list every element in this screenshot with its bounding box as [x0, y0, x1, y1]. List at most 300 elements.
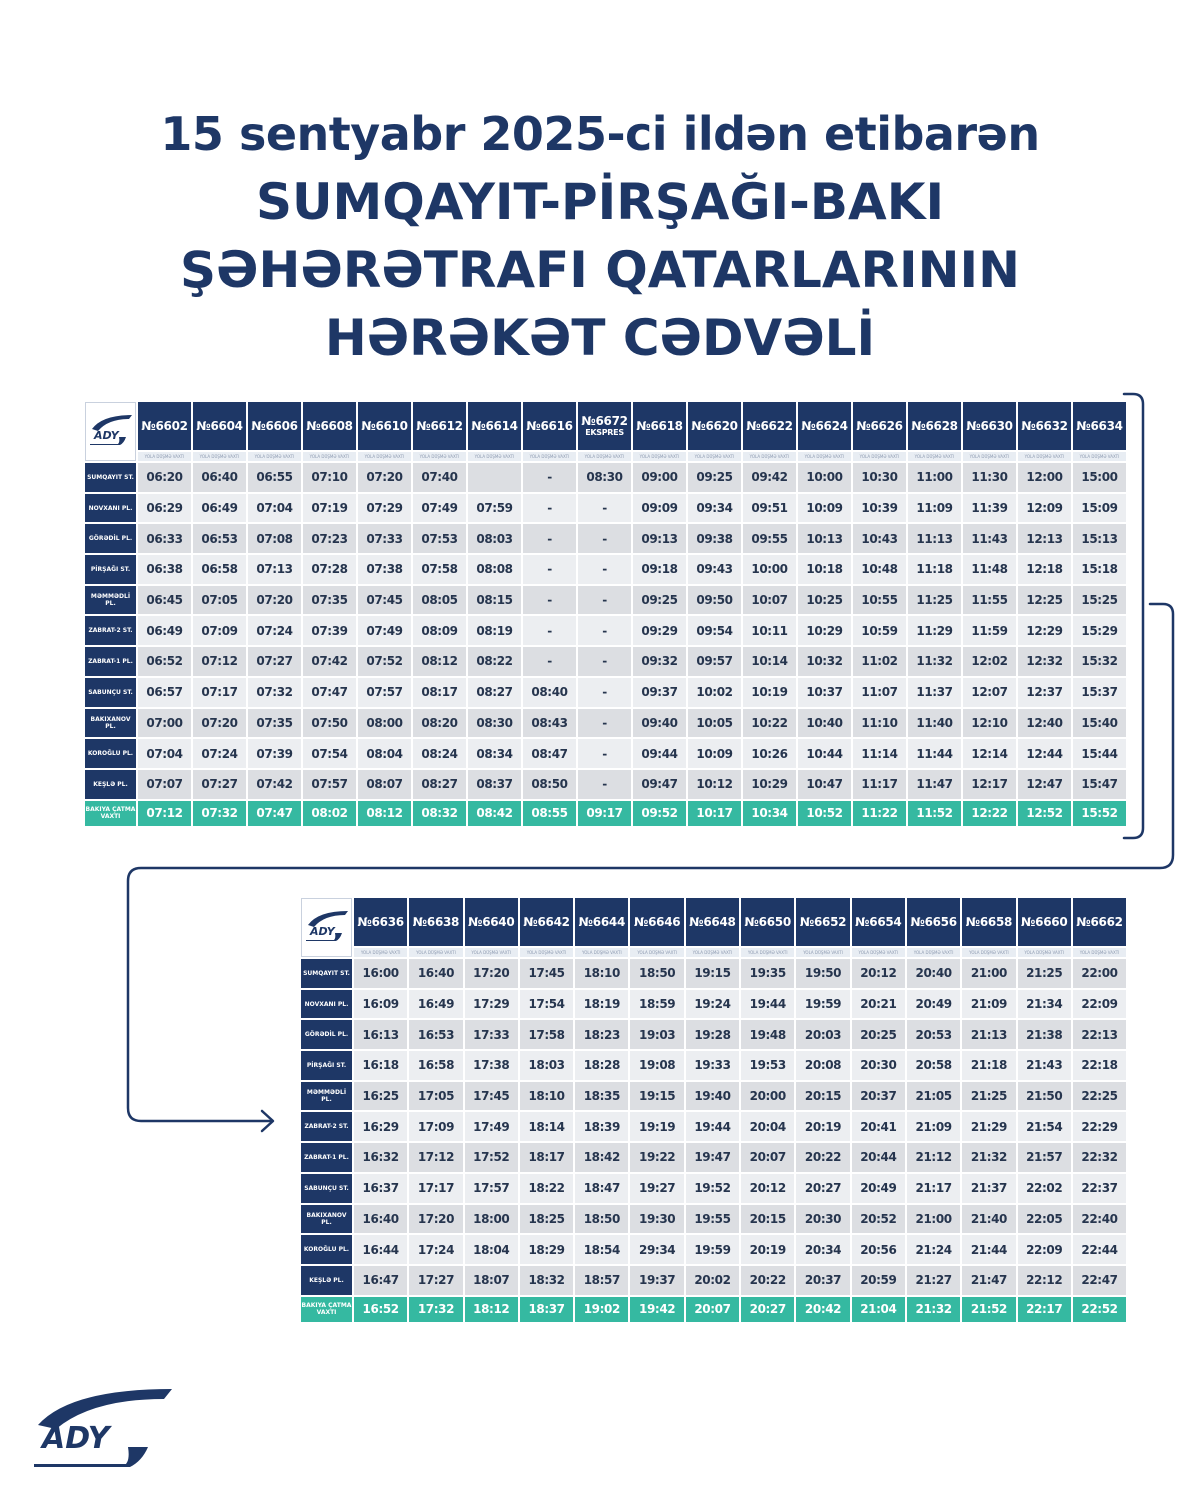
- departure-time: 20:41: [852, 1112, 905, 1141]
- departure-time: 08:08: [468, 555, 521, 584]
- train-number-header: [688, 402, 741, 450]
- departure-time: 08:20: [413, 709, 466, 738]
- departure-time: 18:07: [465, 1266, 518, 1295]
- title-route-line: SUMQAYIT-PİRŞAĞI-BAKI: [255, 173, 945, 231]
- departure-time-label: YOLA DÜŞMƏ VAXTI: [908, 452, 961, 461]
- departure-time: 10:44: [798, 739, 851, 768]
- departure-time: 12:47: [1018, 770, 1071, 799]
- departure-time: 08:19: [468, 616, 521, 645]
- departure-time: 06:40: [193, 463, 246, 492]
- table-row: [301, 990, 1126, 1019]
- station-name: ZABRAT-2 ST.: [301, 1112, 352, 1141]
- train-number: №6618: [636, 418, 683, 433]
- departure-time: 20:22: [796, 1143, 849, 1172]
- arrival-time: 20:07: [686, 1297, 739, 1322]
- station-name: KEŞLƏ PL.: [301, 1266, 352, 1295]
- table-row: [301, 1020, 1126, 1049]
- departure-time: 07:13: [248, 555, 301, 584]
- departure-time: 17:27: [409, 1266, 462, 1295]
- departure-time: 17:57: [465, 1174, 518, 1203]
- departure-time: -: [523, 616, 576, 645]
- departure-time: 17:09: [409, 1112, 462, 1141]
- station-name: PİRŞAĞI ST.: [301, 1051, 352, 1080]
- departure-time: 11:55: [963, 586, 1016, 615]
- departure-time-label: YOLA DÜŞMƏ VAXTI: [852, 948, 905, 957]
- departure-time: 22:09: [1073, 990, 1126, 1019]
- departure-time: 07:58: [413, 555, 466, 584]
- station-name: GÖRƏDİL PL.: [85, 524, 136, 553]
- departure-time: 15:25: [1073, 586, 1126, 615]
- train-number-header: [248, 402, 301, 450]
- departure-time: 17:05: [409, 1082, 462, 1111]
- departure-time: 18:04: [465, 1235, 518, 1264]
- departure-time: 10:07: [743, 586, 796, 615]
- departure-time: 20:52: [852, 1205, 905, 1234]
- departure-time: 18:14: [520, 1112, 573, 1141]
- departure-time: 10:22: [743, 709, 796, 738]
- departure-time: 10:05: [688, 709, 741, 738]
- departure-time: 11:18: [908, 555, 961, 584]
- departure-time: 20:44: [852, 1143, 905, 1172]
- departure-time: 21:44: [962, 1235, 1015, 1264]
- departure-time: 19:30: [630, 1205, 683, 1234]
- table-logo: [85, 402, 136, 461]
- train-number-header: [465, 898, 518, 946]
- arrival-time: 21:04: [852, 1297, 905, 1322]
- departure-time: 08:40: [523, 678, 576, 707]
- train-number: №6652: [799, 914, 847, 929]
- departure-time: 10:29: [798, 616, 851, 645]
- station-name: KOROĞLU PL.: [85, 739, 136, 768]
- departure-time: 18:00: [465, 1205, 518, 1234]
- station-name: NOVXANI PL.: [85, 494, 136, 523]
- departure-time: 17:38: [465, 1051, 518, 1080]
- departure-time: 16:00: [354, 959, 407, 988]
- departure-time: 08:15: [468, 586, 521, 615]
- departure-time: 18:23: [575, 1020, 628, 1049]
- departure-time: 21:29: [962, 1112, 1015, 1141]
- departure-time: 10:11: [743, 616, 796, 645]
- station-name: MƏMMƏDLİ PL.: [85, 586, 136, 615]
- arrival-time: 21:52: [962, 1297, 1015, 1322]
- table-row: [85, 678, 1126, 707]
- departure-time: 12:37: [1018, 678, 1071, 707]
- departure-time: 07:42: [248, 770, 301, 799]
- departure-time: 07:05: [193, 586, 246, 615]
- station-name: PİRŞAĞI ST.: [85, 555, 136, 584]
- departure-time: 10:37: [798, 678, 851, 707]
- station-name: GÖRƏDİL PL.: [301, 1020, 352, 1049]
- departure-time: 19:47: [686, 1143, 739, 1172]
- arrival-time: 18:37: [520, 1297, 573, 1322]
- departure-time: 17:33: [465, 1020, 518, 1049]
- departure-time: 07:35: [248, 709, 301, 738]
- departure-time: 07:35: [303, 586, 356, 615]
- departure-time: 11:07: [853, 678, 906, 707]
- departure-time: 21:00: [962, 959, 1015, 988]
- departure-time: 06:38: [138, 555, 191, 584]
- departure-time: 08:34: [468, 739, 521, 768]
- departure-time: 20:37: [852, 1082, 905, 1111]
- departure-time: 18:29: [520, 1235, 573, 1264]
- departure-time: 11:10: [853, 709, 906, 738]
- departure-time: 15:09: [1073, 494, 1126, 523]
- station-name: ZABRAT-2 ST.: [85, 616, 136, 645]
- departure-time: 18:32: [520, 1266, 573, 1295]
- departure-time: 16:40: [354, 1205, 407, 1234]
- arrival-time: 17:32: [409, 1297, 462, 1322]
- departure-time: 22:44: [1073, 1235, 1126, 1264]
- departure-time: 10:39: [853, 494, 906, 523]
- departure-time: 15:32: [1073, 647, 1126, 676]
- departure-time: 08:17: [413, 678, 466, 707]
- departure-time: 19:44: [686, 1112, 739, 1141]
- departure-time-label: YOLA DÜŞMƏ VAXTI: [413, 452, 466, 461]
- departure-time: 22:37: [1073, 1174, 1126, 1203]
- arrival-time: 09:52: [633, 801, 686, 826]
- departure-time: 20:49: [852, 1174, 905, 1203]
- departure-time: 07:57: [303, 770, 356, 799]
- table-row: [85, 463, 1126, 492]
- departure-time: 20:49: [907, 990, 960, 1019]
- departure-time: 20:03: [796, 1020, 849, 1049]
- train-number-header: [908, 402, 961, 450]
- departure-time: 07:10: [303, 463, 356, 492]
- departure-time: 08:22: [468, 647, 521, 676]
- departure-time: 15:37: [1073, 678, 1126, 707]
- departure-time: 07:17: [193, 678, 246, 707]
- table-row: [85, 739, 1126, 768]
- departure-time: 15:44: [1073, 739, 1126, 768]
- departure-time: 10:29: [743, 770, 796, 799]
- departure-time: 10:32: [798, 647, 851, 676]
- departure-time: 08:09: [413, 616, 466, 645]
- departure-time: 08:03: [468, 524, 521, 553]
- station-name: SABUNÇU ST.: [85, 678, 136, 707]
- departure-time: 19:19: [630, 1112, 683, 1141]
- table-logo: [301, 898, 352, 957]
- arrival-time: 10:34: [743, 801, 796, 826]
- departure-time-label: YOLA DÜŞMƏ VAXTI: [354, 948, 407, 957]
- station-name: MƏMMƏDLİ PL.: [301, 1082, 352, 1111]
- train-number: №6616: [526, 418, 573, 433]
- departure-time: 22:25: [1073, 1082, 1126, 1111]
- departure-time: 10:09: [688, 739, 741, 768]
- departure-time: 08:12: [413, 647, 466, 676]
- departure-time: 09:37: [633, 678, 686, 707]
- departure-time: 07:27: [248, 647, 301, 676]
- departure-time: 08:05: [413, 586, 466, 615]
- departure-time: 21:37: [962, 1174, 1015, 1203]
- train-number: №6672: [581, 414, 628, 428]
- train-number-header: [686, 898, 739, 946]
- arrival-time: 19:42: [630, 1297, 683, 1322]
- departure-time: 16:13: [354, 1020, 407, 1049]
- departure-time: 06:49: [193, 494, 246, 523]
- departure-time: 20:53: [907, 1020, 960, 1049]
- departure-time: 16:18: [354, 1051, 407, 1080]
- departure-time: 09:50: [688, 586, 741, 615]
- station-name: ZABRAT-1 PL.: [301, 1143, 352, 1172]
- departure-time: 17:52: [465, 1143, 518, 1172]
- departure-time: 16:44: [354, 1235, 407, 1264]
- departure-time: 12:29: [1018, 616, 1071, 645]
- logo-text: ADY: [93, 428, 119, 442]
- departure-time: 18:10: [520, 1082, 573, 1111]
- departure-time: 16:37: [354, 1174, 407, 1203]
- departure-time-label: YOLA DÜŞMƏ VAXTI: [1073, 452, 1126, 461]
- arrival-time: 09:17: [578, 801, 631, 826]
- train-number: №6622: [746, 418, 793, 433]
- departure-time-label: YOLA DÜŞMƏ VAXTI: [303, 452, 356, 461]
- train-number-header: [523, 402, 576, 450]
- departure-time: 07:24: [193, 739, 246, 768]
- departure-time: 08:27: [413, 770, 466, 799]
- departure-time: 07:04: [248, 494, 301, 523]
- departure-time: 21:47: [962, 1266, 1015, 1295]
- departure-time: 19:50: [796, 959, 849, 988]
- departure-time: 09:47: [633, 770, 686, 799]
- train-number-header: [409, 898, 462, 946]
- departure-time: 19:22: [630, 1143, 683, 1172]
- arrival-label: BAKIYA ÇATMA VAXTI: [85, 801, 136, 826]
- departure-time: 21:24: [907, 1235, 960, 1264]
- arrival-time: 22:52: [1073, 1297, 1126, 1322]
- arrival-label: BAKIYA ÇATMA VAXTI: [301, 1297, 352, 1322]
- departure-time-label: YOLA DÜŞMƏ VAXTI: [468, 452, 521, 461]
- departure-time-label: YOLA DÜŞMƏ VAXTI: [633, 452, 686, 461]
- departure-time: 09:51: [743, 494, 796, 523]
- departure-time: 12:25: [1018, 586, 1071, 615]
- departure-time-label: YOLA DÜŞMƏ VAXTI: [853, 452, 906, 461]
- departure-time: 20:30: [796, 1205, 849, 1234]
- ady-logo-icon: [88, 411, 134, 449]
- departure-time: 22:32: [1073, 1143, 1126, 1172]
- departure-time: -: [523, 463, 576, 492]
- departure-time: 09:09: [633, 494, 686, 523]
- departure-time: 07:47: [303, 678, 356, 707]
- train-number-header: [743, 402, 796, 450]
- train-number-header: [1073, 898, 1126, 946]
- departure-time: 15:13: [1073, 524, 1126, 553]
- departure-time: 18:39: [575, 1112, 628, 1141]
- train-number: №6632: [1021, 418, 1068, 433]
- departure-time: 20:59: [852, 1266, 905, 1295]
- departure-time: -: [578, 678, 631, 707]
- departure-time: 18:50: [630, 959, 683, 988]
- departure-time-label: YOLA DÜŞMƏ VAXTI: [688, 452, 741, 461]
- departure-time: 07:40: [413, 463, 466, 492]
- departure-time: 18:47: [575, 1174, 628, 1203]
- departure-time: 07:12: [193, 647, 246, 676]
- table-row: [85, 770, 1126, 799]
- departure-time: 08:07: [358, 770, 411, 799]
- departure-time: 21:00: [907, 1205, 960, 1234]
- departure-time: 07:49: [358, 616, 411, 645]
- departure-time: 20:19: [741, 1235, 794, 1264]
- table-row: [85, 555, 1126, 584]
- departure-time: 07:38: [358, 555, 411, 584]
- departure-time-label: YOLA DÜŞMƏ VAXTI: [409, 948, 462, 957]
- departure-time: 06:20: [138, 463, 191, 492]
- departure-time: 20:21: [852, 990, 905, 1019]
- departure-time: 10:30: [853, 463, 906, 492]
- departure-time: 22:02: [1018, 1174, 1071, 1203]
- arrival-time: 08:42: [468, 801, 521, 826]
- train-number: №6604: [196, 418, 243, 433]
- departure-time-label: YOLA DÜŞMƏ VAXTI: [248, 452, 301, 461]
- departure-time: 20:07: [741, 1143, 794, 1172]
- departure-time: 08:47: [523, 739, 576, 768]
- arrival-time: 08:55: [523, 801, 576, 826]
- departure-time: 18:59: [630, 990, 683, 1019]
- departure-time: 06:29: [138, 494, 191, 523]
- arrival-time: 11:52: [908, 801, 961, 826]
- departure-time: 19:53: [741, 1051, 794, 1080]
- departure-time: 09:38: [688, 524, 741, 553]
- departure-time: 17:49: [465, 1112, 518, 1141]
- departure-time: 07:04: [138, 739, 191, 768]
- departure-time: 21:32: [962, 1143, 1015, 1172]
- departure-time: 19:37: [630, 1266, 683, 1295]
- departure-time: 21:18: [962, 1051, 1015, 1080]
- train-number-header: [303, 402, 356, 450]
- departure-time: 17:58: [520, 1020, 573, 1049]
- departure-time: 21:17: [907, 1174, 960, 1203]
- departure-time: 11:30: [963, 463, 1016, 492]
- departure-time: 07:27: [193, 770, 246, 799]
- departure-time: 10:00: [743, 555, 796, 584]
- train-number-header: [630, 898, 683, 946]
- train-number-header: [193, 402, 246, 450]
- table-row: [85, 586, 1126, 615]
- departure-time: 07:29: [358, 494, 411, 523]
- departure-time: 07:39: [248, 739, 301, 768]
- departure-time: 12:18: [1018, 555, 1071, 584]
- departure-time: 21:57: [1018, 1143, 1071, 1172]
- arrival-time: 16:52: [354, 1297, 407, 1322]
- table-row: [301, 1235, 1126, 1264]
- table-row: [301, 1082, 1126, 1111]
- departure-time: 09:42: [743, 463, 796, 492]
- station-name: KOROĞLU PL.: [301, 1235, 352, 1264]
- title-trains-line: ŞƏHƏRƏTRAFI QATARLARININ: [180, 241, 1020, 299]
- table-row: [85, 616, 1126, 645]
- departure-time: 21:09: [907, 1112, 960, 1141]
- departure-time: 12:00: [1018, 463, 1071, 492]
- departure-time: 12:02: [963, 647, 1016, 676]
- departure-time: 15:40: [1073, 709, 1126, 738]
- departure-time: 10:09: [798, 494, 851, 523]
- departure-time: 11:02: [853, 647, 906, 676]
- departure-time: 12:13: [1018, 524, 1071, 553]
- departure-time: 11:48: [963, 555, 1016, 584]
- train-number: №6640: [468, 914, 515, 929]
- table-row: [301, 1051, 1126, 1080]
- train-number: №6646: [633, 914, 681, 929]
- train-number: №6626: [856, 418, 903, 433]
- table-row: [301, 1266, 1126, 1295]
- station-name: BAKIXANOV PL.: [85, 709, 136, 738]
- departure-time: 20:30: [852, 1051, 905, 1080]
- departure-time: 20:15: [741, 1205, 794, 1234]
- departure-time: 21:27: [907, 1266, 960, 1295]
- station-name: KEŞLƏ PL.: [85, 770, 136, 799]
- departure-time: 06:45: [138, 586, 191, 615]
- logo-text: ADY: [309, 924, 335, 938]
- departure-time: 12:44: [1018, 739, 1071, 768]
- train-number-header: [413, 402, 466, 450]
- departure-time: 21:54: [1018, 1112, 1071, 1141]
- departure-time: 09:00: [633, 463, 686, 492]
- departure-time: 15:18: [1073, 555, 1126, 584]
- departure-time: 07:59: [468, 494, 521, 523]
- departure-time: 09:43: [688, 555, 741, 584]
- departure-time-label: YOLA DÜŞMƏ VAXTI: [193, 452, 246, 461]
- arrival-time: 08:32: [413, 801, 466, 826]
- departure-time: 10:14: [743, 647, 796, 676]
- train-number-header: [468, 402, 521, 450]
- departure-time: 17:20: [409, 1205, 462, 1234]
- station-name: SABUNÇU ST.: [301, 1174, 352, 1203]
- departure-time: 07:23: [303, 524, 356, 553]
- departure-time: 06:52: [138, 647, 191, 676]
- train-number-header: [358, 402, 411, 450]
- departure-time: 12:09: [1018, 494, 1071, 523]
- departure-time: 08:43: [523, 709, 576, 738]
- departure-time: 07:24: [248, 616, 301, 645]
- train-number-header: [853, 402, 906, 450]
- departure-time: -: [578, 739, 631, 768]
- departure-time: 19:15: [630, 1082, 683, 1111]
- departure-time: 09:34: [688, 494, 741, 523]
- table-row: [301, 959, 1126, 988]
- departure-time-label: YOLA DÜŞMƏ VAXTI: [630, 948, 683, 957]
- departure-time: 17:17: [409, 1174, 462, 1203]
- departure-time: 07:20: [193, 709, 246, 738]
- departure-time: 07:39: [303, 616, 356, 645]
- departure-time: 22:47: [1073, 1266, 1126, 1295]
- table-row: [301, 1205, 1126, 1234]
- departure-time: 19:27: [630, 1174, 683, 1203]
- title-schedule-line: HƏRƏKƏT CƏDVƏLİ: [324, 309, 876, 367]
- departure-time: -: [578, 709, 631, 738]
- departure-time: 20:58: [907, 1051, 960, 1080]
- departure-time: 21:40: [962, 1205, 1015, 1234]
- train-number: №6634: [1076, 418, 1123, 433]
- departure-time: 07:50: [303, 709, 356, 738]
- departure-time: 10:12: [688, 770, 741, 799]
- departure-time: 10:59: [853, 616, 906, 645]
- departure-time: 18:25: [520, 1205, 573, 1234]
- departure-time: -: [523, 524, 576, 553]
- departure-time-label: YOLA DÜŞMƏ VAXTI: [523, 452, 576, 461]
- departure-time: 09:44: [633, 739, 686, 768]
- departure-time: 12:32: [1018, 647, 1071, 676]
- departure-time: 06:53: [193, 524, 246, 553]
- departure-time: 19:48: [741, 1020, 794, 1049]
- departure-time: 22:05: [1018, 1205, 1071, 1234]
- departure-time-label: YOLA DÜŞMƏ VAXTI: [465, 948, 518, 957]
- departure-time: 11:32: [908, 647, 961, 676]
- departure-time: 07:33: [358, 524, 411, 553]
- departure-time: 22:18: [1073, 1051, 1126, 1080]
- departure-time-label: YOLA DÜŞMƏ VAXTI: [1073, 948, 1126, 957]
- train-number: №6648: [689, 914, 736, 929]
- departure-time: 22:12: [1018, 1266, 1071, 1295]
- departure-time: 11:09: [908, 494, 961, 523]
- departure-time: 19:59: [796, 990, 849, 1019]
